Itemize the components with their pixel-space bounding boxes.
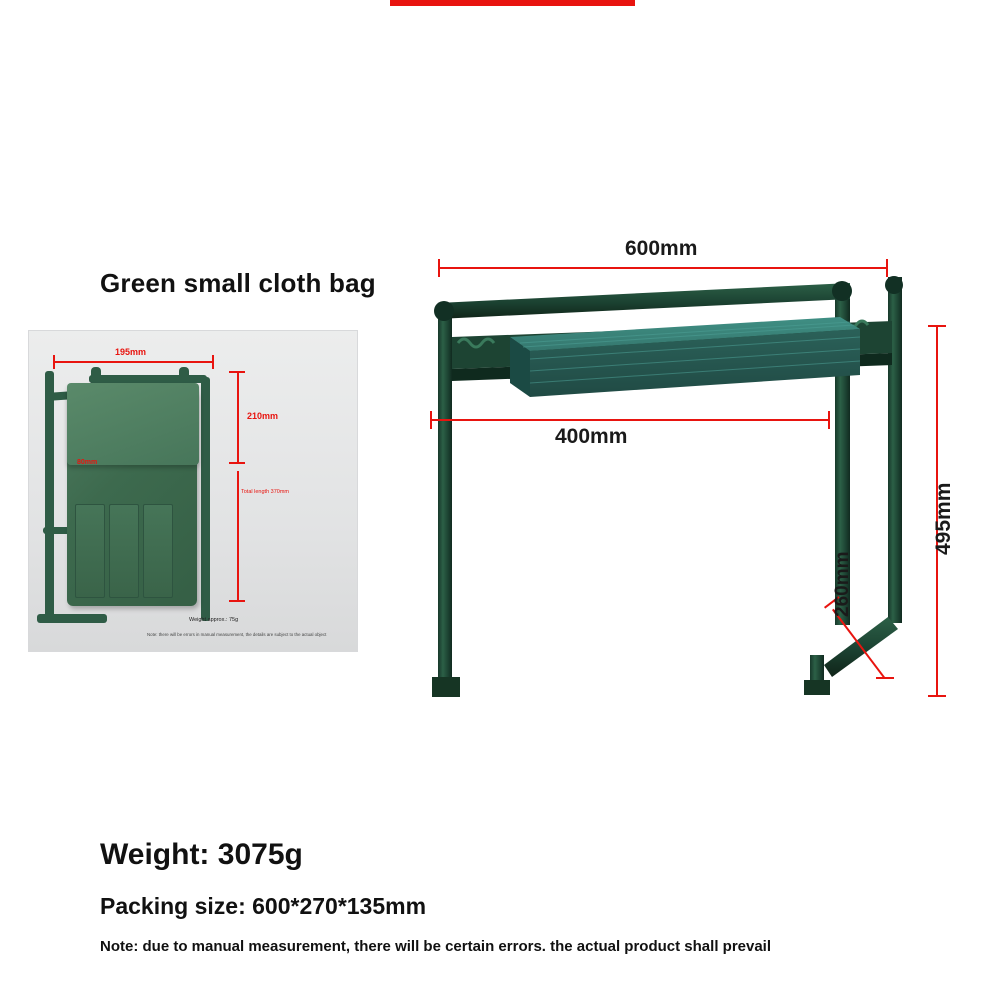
inset-disclaimer: Note: there will be errors in manual measurement, the details are subject to the actual object: [147, 632, 327, 637]
inset-height-label: 210mm: [247, 411, 279, 421]
garden-kneeler-illustration: [380, 225, 980, 725]
bag-pocket-3: [143, 504, 173, 598]
product-diagram: [380, 225, 980, 725]
dim-600-tick-left: [438, 259, 440, 277]
dim-600-line: [438, 267, 888, 269]
dim-260-tick-bottom: [876, 677, 894, 679]
dim-495-tick-bottom: [928, 695, 946, 697]
dim-495-tick-top: [928, 325, 946, 327]
dim-260-label: 260mm: [832, 551, 853, 617]
inset-depth-label: 80mm: [77, 459, 98, 466]
hinge-right: [832, 281, 852, 301]
inset-height-tick-top: [229, 371, 245, 373]
hinge-front-right: [885, 276, 903, 294]
hinge-left: [434, 301, 454, 321]
frame-foot-right: [804, 680, 830, 695]
top-red-accent-bar: [390, 0, 635, 6]
frame-foot-left-cap: [432, 677, 460, 697]
inset-height-tick-bottom: [229, 462, 245, 464]
inset-total-dim-line: [237, 471, 239, 601]
inset-total-length-label: Total length 370mm: [241, 489, 289, 495]
inset-width-dim-line: [53, 361, 213, 363]
inset-height-dim-line: [237, 371, 239, 463]
dim-400-tick-right: [828, 411, 830, 429]
frame-left-post: [45, 371, 54, 621]
inset-photo-title: Green small cloth bag: [100, 268, 376, 298]
dim-400-line: [430, 419, 830, 421]
measurement-note-text: Note: due to manual measurement, there will be certain errors. the actual product shall prevail: [100, 938, 772, 955]
weight-text: Weight: 3075g: [100, 838, 303, 871]
inset-width-tick-right: [212, 355, 214, 369]
inset-width-tick-left: [53, 355, 55, 369]
inset-width-label: 195mm: [115, 347, 147, 357]
inset-weight-note: Weight approx.: 75g: [189, 617, 239, 623]
dim-600-label: 600mm: [625, 237, 698, 260]
packing-size-text: Packing size: 600*270*135mm: [100, 893, 427, 919]
dim-600-tick-right: [886, 259, 888, 277]
dim-400-label: 400mm: [555, 425, 628, 448]
cloth-bag-flap: [67, 383, 199, 465]
bag-pocket-1: [75, 504, 105, 598]
inset-total-tick-bottom: [229, 600, 245, 602]
dim-400-tick-left: [430, 411, 432, 429]
bag-pocket-2: [109, 504, 139, 598]
frame-foot: [37, 614, 107, 623]
cloth-bag-photo: [28, 330, 358, 652]
frame-right-post: [201, 377, 210, 621]
frame-top-rail: [89, 375, 207, 383]
dim-495-label: 495mm: [932, 482, 955, 555]
frame-rear-top-rail: [438, 283, 850, 319]
